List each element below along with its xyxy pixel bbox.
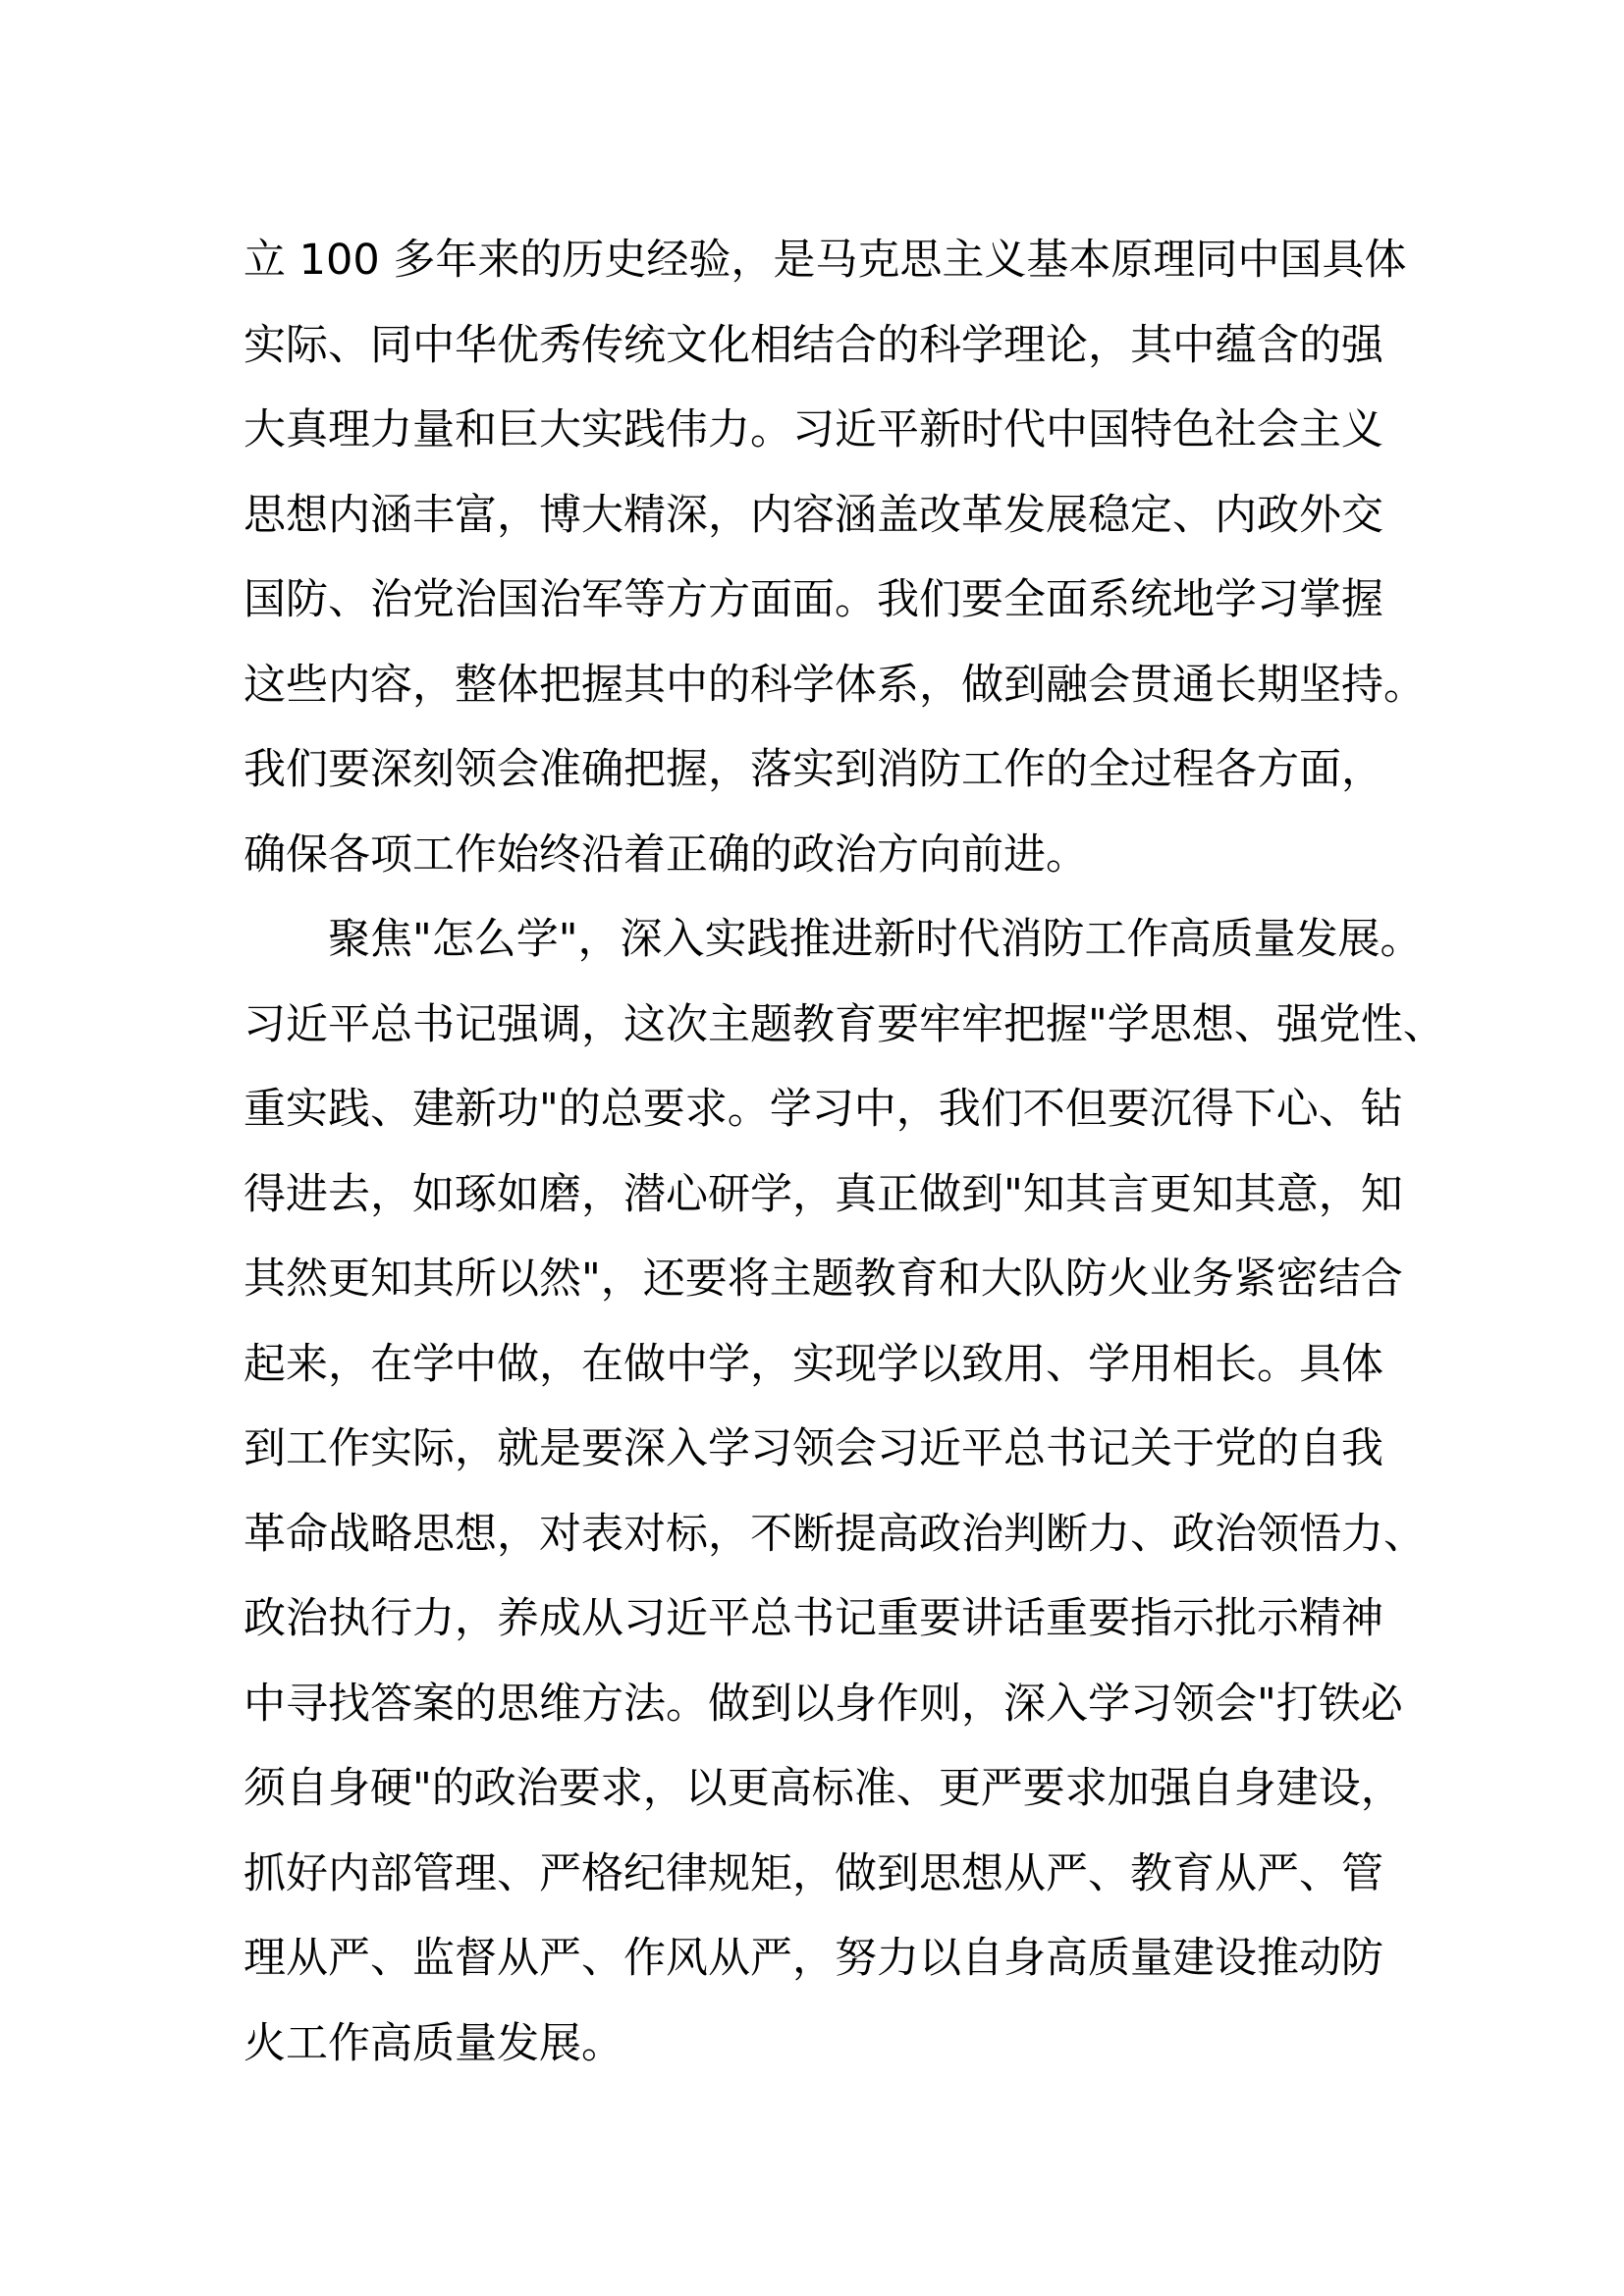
paragraph-2-line-9: 政治执行力，养成从习近平总书记重要讲话重要指示批示精神: [244, 1594, 1383, 1643]
paragraph-2-line-14: 火工作高质量发展。: [244, 2018, 623, 2068]
paragraph-2-line-8: 革命战略思想，对表对标，不断提高政治判断力、政治领悟力、: [244, 1509, 1426, 1559]
paragraph-2-line-2: 习近平总书记强调，这次主题教育要牢牢把握"学思想、强党性、: [244, 999, 1445, 1049]
paragraph-1-line-2: 实际、同中华优秀传统文化相结合的科学理论，其中蕴含的强: [244, 320, 1383, 370]
paragraph-1-line-6: 这些内容，整体把握其中的科学体系，做到融会贯通长期坚持。: [244, 660, 1426, 710]
paragraph-2-line-6: 起来，在学中做，在做中学，实现学以致用、学用相长。具体: [244, 1339, 1383, 1389]
paragraph-1-line-5: 国防、治党治国治军等方方面面。我们要全面系统地学习掌握: [244, 575, 1383, 624]
paragraph-2-line-7: 到工作实际，就是要深入学习领会习近平总书记关于党的自我: [244, 1424, 1383, 1473]
paragraph-1-line-7: 我们要深刻领会准确把握，落实到消防工作的全过程各方面，: [244, 745, 1383, 794]
paragraph-2-line-13: 理从严、监督从严、作风从严，努力以自身高质量建设推动防: [244, 1934, 1383, 1983]
paragraph-1-line-8: 确保各项工作始终沿着正确的政治方向前进。: [244, 829, 1088, 880]
paragraph-2-line-4: 得进去，如琢如磨，潜心研学，真正做到"知其言更知其意，知: [244, 1169, 1403, 1219]
paragraph-2-line-12: 抓好内部管理、严格纪律规矩，做到思想从严、教育从严、管: [244, 1848, 1383, 1898]
paragraph-2-line-11: 须自身硬"的政治要求，以更高标准、更严要求加强自身建设，: [244, 1764, 1403, 1813]
paragraph-1-line-1: 立 100 多年来的历史经验，是马克思主义基本原理同中国具体: [244, 236, 1407, 285]
paragraph-2-line-3: 重实践、建新功"的总要求。学习中，我们不但要沉得下心、钻: [244, 1085, 1403, 1134]
paragraph-1-line-3: 大真理力量和巨大实践伟力。习近平新时代中国特色社会主义: [244, 405, 1383, 454]
body-text: [244, 218, 1445, 2086]
paragraph-2-line-10: 中寻找答案的思维方法。做到以身作则，深入学习领会"打铁必: [244, 1679, 1403, 1729]
paragraph-2-line-5: 其然更知其所以然"，还要将主题教育和大队防火业务紧密结合: [244, 1255, 1403, 1304]
paragraph-1-line-4: 思想内涵丰富，博大精深，内容涵盖改革发展稳定、内政外交: [244, 490, 1383, 540]
paragraph-2-line-1: 聚焦"怎么学"，深入实践推进新时代消防工作高质量发展。: [328, 915, 1423, 964]
